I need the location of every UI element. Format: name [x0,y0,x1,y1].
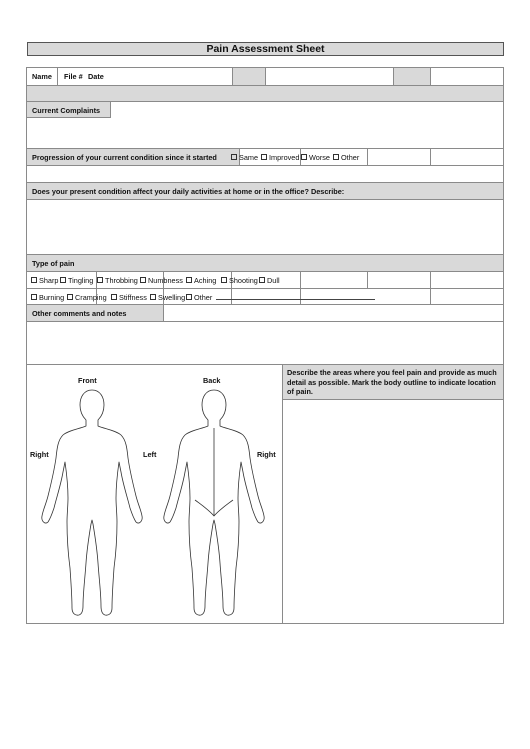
checkbox[interactable] [111,294,117,300]
pain-option-aching[interactable]: Aching [186,276,216,285]
pain-option-cramping[interactable]: Cramping [67,293,107,302]
progression-option-improved[interactable]: Improved [261,153,299,162]
cell-divider [430,148,431,165]
right-front-label: Right [30,450,49,459]
body-outline-back[interactable] [159,388,269,620]
progression-label: Progression of your current condition since it started [32,153,217,162]
describe-areas-label: Describe the areas where you feel pain and provide as much detail as possible. Mark the body outline to indicate location of pain. [287,368,497,396]
rule [26,288,504,289]
checkbox[interactable] [150,294,156,300]
cell-divider [232,67,233,85]
date-label: Date [88,72,104,81]
pain-option-tingling[interactable]: Tingling [60,276,93,285]
pain-option-sharp[interactable]: Sharp [31,276,58,285]
pain-option-shooting[interactable]: Shooting [221,276,258,285]
name-gray-cell [232,68,265,85]
cell-divider [393,67,394,85]
rule [26,165,504,166]
rule [26,623,504,624]
page-title: Pain Assessment Sheet [27,42,504,56]
daily-activities-label: Does your present condition affect your daily activities at home or in the office? Describe: [32,187,345,196]
cell-divider [367,148,368,165]
file-field[interactable] [266,68,392,84]
checkbox[interactable] [231,154,237,160]
pain-option-burning[interactable]: Burning [31,293,64,302]
pain-option-stiffness[interactable]: Stiffness [111,293,147,302]
other-comments-field[interactable] [27,322,503,364]
progression-option-worse[interactable]: Worse [301,153,330,162]
checkbox[interactable] [67,294,73,300]
checkbox[interactable] [31,277,37,283]
date-field[interactable] [431,68,503,84]
right-back-label: Right [257,450,276,459]
pain-option-throbbing[interactable]: Throbbing [97,276,138,285]
cell-divider [57,67,58,85]
checkbox[interactable] [97,277,103,283]
checkbox[interactable] [186,294,192,300]
rule [26,271,504,272]
type-of-pain-gray [27,255,503,271]
checkbox[interactable] [261,154,267,160]
describe-areas-field[interactable] [283,400,503,622]
current-complaints-label: Current Complaints [32,106,101,115]
pain-option-swelling[interactable]: Swelling [150,293,185,302]
checkbox[interactable] [186,277,192,283]
body-outline-front[interactable] [37,388,147,620]
progression-option-same[interactable]: Same [231,153,258,162]
pain-other-line[interactable] [216,299,375,300]
progression-option-other[interactable]: Other [333,153,359,162]
checkbox[interactable] [221,277,227,283]
checkbox[interactable] [333,154,339,160]
spacer-row [27,86,503,101]
current-complaints-header [26,101,111,118]
back-label: Back [203,376,221,385]
current-complaints-field[interactable] [27,119,503,147]
date-gray-cell [393,68,430,85]
name-label: Name [32,72,52,81]
pain-option-dull[interactable]: Dull [259,276,280,285]
other-comments-label: Other comments and notes [32,309,127,318]
pain-option-numbness[interactable]: Numbness [140,276,183,285]
daily-activities-field[interactable] [27,200,503,254]
name-field[interactable] [110,68,230,84]
checkbox[interactable] [259,277,265,283]
file-label: File # [64,72,83,81]
checkbox[interactable] [301,154,307,160]
type-of-pain-label: Type of pain [32,259,75,268]
checkbox[interactable] [60,277,66,283]
pain-option-other[interactable]: Other [186,293,212,302]
checkbox[interactable] [140,277,146,283]
left-label: Left [143,450,157,459]
cell-divider [367,271,368,288]
checkbox[interactable] [31,294,37,300]
form-right-border [503,67,504,624]
front-label: Front [78,376,97,385]
cell-divider [430,271,431,304]
